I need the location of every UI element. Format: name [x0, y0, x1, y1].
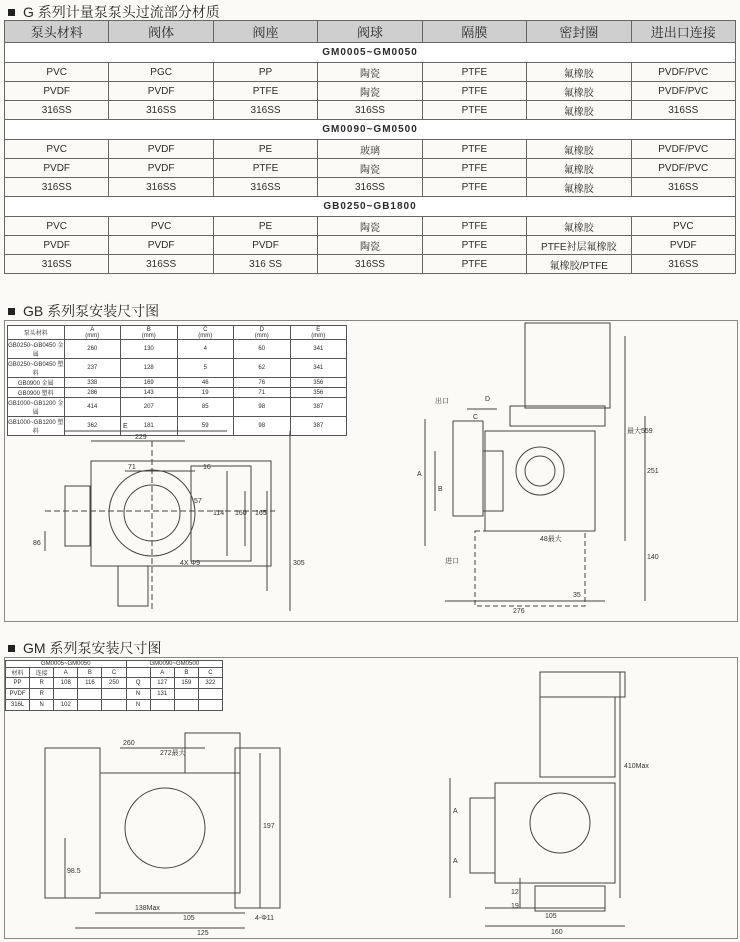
dim-229: 229 — [135, 434, 147, 441]
table-row — [5, 63, 736, 82]
table-row — [5, 101, 736, 120]
table-cell: 414 — [64, 398, 121, 417]
table-cell: 338 — [64, 378, 121, 388]
gm-col-header: C — [198, 668, 222, 678]
gm-gearbox — [495, 783, 615, 883]
table-cell: PVDF/PVC — [631, 159, 735, 178]
dim-138: 138Max — [135, 905, 160, 912]
table-cell: PVDF — [5, 82, 109, 101]
table-cell: 19 — [177, 388, 234, 398]
table-cell: PP — [213, 63, 317, 82]
dim-165: 165 — [255, 510, 267, 517]
table-cell: PTFE — [422, 178, 526, 197]
table-cell: PVDF — [5, 159, 109, 178]
dim-71: 71 — [128, 464, 136, 471]
table-cell: PTFE — [213, 82, 317, 101]
table-cell: 陶瓷 — [318, 82, 422, 101]
table-cell: PTFE — [422, 82, 526, 101]
materials-col-header: 阀球 — [318, 21, 422, 43]
table-cell: PVDF — [109, 82, 213, 101]
table-cell: PVC — [5, 140, 109, 159]
table-cell: N — [30, 700, 54, 711]
bullet-square-icon — [8, 9, 15, 16]
table-cell: 氟橡胶 — [527, 63, 631, 82]
table-cell: 氟橡胶 — [527, 101, 631, 120]
table-cell: PVDF — [109, 140, 213, 159]
table-row — [5, 236, 736, 255]
gb-gearbox — [485, 431, 595, 531]
gb-foot — [118, 566, 148, 606]
dim-251: 251 — [647, 468, 659, 475]
table-cell: 237 — [64, 359, 121, 378]
table-cell: 362 — [64, 417, 121, 436]
table-cell: 341 — [290, 340, 347, 359]
table-cell: 316SS — [318, 255, 422, 274]
table-cell: 387 — [290, 398, 347, 417]
table-cell: 71 — [234, 388, 291, 398]
table-cell: 159 — [174, 678, 198, 689]
dim-114: 114 — [213, 510, 225, 517]
gb-section-title: GB 系列泵安装尺寸图 — [8, 301, 159, 321]
materials-col-header: 隔膜 — [422, 21, 526, 43]
table-cell: 116 — [78, 678, 102, 689]
table-cell: PVC — [109, 217, 213, 236]
table-cell: PVC — [631, 217, 735, 236]
dim-e: E — [123, 423, 128, 430]
materials-group-title: GM0005~GM0050 — [5, 43, 736, 63]
gb-col-header: A (mm) — [64, 326, 121, 340]
table-cell: PE — [213, 140, 317, 159]
table-cell: 130 — [121, 340, 178, 359]
gm-pump-head — [470, 798, 495, 873]
table-cell: 陶瓷 — [318, 217, 422, 236]
dim-140: 140 — [647, 554, 659, 561]
table-cell: PTFE — [422, 63, 526, 82]
table-cell: PTFE — [422, 255, 526, 274]
table-cell: 氟橡胶 — [527, 159, 631, 178]
table-cell: PTFE — [422, 140, 526, 159]
table-cell: 108 — [54, 678, 78, 689]
dim-410: 410Max — [624, 763, 649, 770]
table-cell: PTFE — [422, 159, 526, 178]
gm-drawing-panel — [4, 657, 738, 939]
table-cell: 316SS — [318, 101, 422, 120]
table-row — [5, 255, 736, 274]
table-cell: PTFE — [213, 159, 317, 178]
table-cell: GB0250~GB0450 金属 — [8, 340, 65, 359]
table-cell: 356 — [290, 378, 347, 388]
dim-holes: 4X Φ9 — [180, 560, 200, 567]
table-cell: PGC — [109, 63, 213, 82]
table-cell: 76 — [234, 378, 291, 388]
table-cell: 316SS — [631, 101, 735, 120]
gm-col-header: 连接 — [30, 668, 54, 678]
dim-a1: A — [453, 808, 458, 815]
label-inlet: 进口 — [445, 558, 459, 565]
gm-col-header: A — [150, 668, 174, 678]
table-cell: 316SS — [5, 101, 109, 120]
dim-160: 160 — [551, 929, 563, 936]
table-cell: 316SS — [631, 178, 735, 197]
dim-12: 12 — [511, 889, 519, 896]
table-cell: 286 — [64, 388, 121, 398]
gb-drawing — [5, 321, 735, 619]
table-cell: 氟橡胶/PTFE — [527, 255, 631, 274]
bullet-square-icon — [8, 308, 15, 315]
table-cell: 260 — [64, 340, 121, 359]
table-cell: Q — [126, 678, 150, 689]
table-cell: 181 — [121, 417, 178, 436]
table-cell: 316 SS — [213, 255, 317, 274]
dim-105b: 105 — [545, 913, 557, 920]
gm-left-flange — [45, 748, 100, 898]
table-cell: PVC — [5, 63, 109, 82]
table-cell: R — [30, 678, 54, 689]
table-cell: 316SS — [213, 178, 317, 197]
table-cell: PVDF — [109, 159, 213, 178]
table-cell: PTFE — [422, 217, 526, 236]
dim-48: 48最大 — [540, 536, 562, 543]
dim-a2: A — [453, 858, 458, 865]
table-cell: PTFE — [422, 101, 526, 120]
table-cell: 46 — [177, 378, 234, 388]
dim-holes-gm: 4-Φ11 — [255, 915, 275, 922]
table-cell: PVC — [5, 217, 109, 236]
table-cell: PE — [213, 217, 317, 236]
table-cell: 98 — [234, 398, 291, 417]
table-cell: N — [126, 700, 150, 711]
table-cell: 316SS — [5, 178, 109, 197]
dim-276: 276 — [513, 608, 525, 615]
gm-col-header: B — [78, 668, 102, 678]
materials-col-header: 进出口连接 — [631, 21, 735, 43]
gm-col-header: A — [54, 668, 78, 678]
table-cell: PVDF — [109, 236, 213, 255]
table-cell: 316L — [6, 700, 30, 711]
table-row — [5, 217, 736, 236]
dim-305: 305 — [293, 560, 305, 567]
table-cell: 陶瓷 — [318, 236, 422, 255]
table-cell: GB0250~GB0450 塑料 — [8, 359, 65, 378]
dim-19: 19 — [511, 903, 519, 910]
gb-col-header: E (mm) — [290, 326, 347, 340]
gb-pump-head — [453, 421, 483, 516]
gm-col-header: 材料 — [6, 668, 30, 678]
table-cell: 62 — [234, 359, 291, 378]
table-cell: PVDF — [631, 236, 735, 255]
table-cell: N — [126, 689, 150, 700]
table-cell: 98 — [234, 417, 291, 436]
gm-motor-top — [540, 672, 625, 697]
table-cell: 陶瓷 — [318, 63, 422, 82]
table-row — [5, 178, 736, 197]
table-cell: 60 — [234, 340, 291, 359]
table-cell: PVDF/PVC — [631, 82, 735, 101]
table-cell: 氟橡胶 — [527, 82, 631, 101]
table-cell: 356 — [290, 388, 347, 398]
table-cell: 322 — [198, 678, 222, 689]
dim-105: 105 — [183, 915, 195, 922]
table-cell: PTFE — [422, 236, 526, 255]
table-cell: GB1000~GB1200 金属 — [8, 398, 65, 417]
dim-125: 125 — [197, 930, 209, 936]
table-cell: PVDF — [5, 236, 109, 255]
table-cell: PP — [6, 678, 30, 689]
dim-57: 57 — [194, 498, 202, 505]
table-cell: 250 — [102, 678, 126, 689]
label-outlet: 出口 — [435, 398, 449, 405]
table-cell: 59 — [177, 417, 234, 436]
table-cell: 316SS — [318, 178, 422, 197]
table-cell: 169 — [121, 378, 178, 388]
dim-86: 86 — [33, 540, 41, 547]
gm-col-header: C — [102, 668, 126, 678]
table-cell: 316SS — [5, 255, 109, 274]
gm-body — [100, 773, 240, 893]
gm-drawing — [5, 658, 735, 936]
gb-left-flange — [65, 486, 90, 546]
table-cell: 5 — [177, 359, 234, 378]
gb-motor — [525, 323, 610, 408]
gm-group-header: GM0005~GM0050 — [6, 661, 127, 668]
table-cell: 316SS — [109, 255, 213, 274]
dim-98: 98.5 — [67, 868, 81, 875]
table-cell: R — [30, 689, 54, 700]
gm-col-header: B — [174, 668, 198, 678]
table-cell: 氟橡胶 — [527, 140, 631, 159]
table-cell: 316SS — [631, 255, 735, 274]
table-cell: 127 — [150, 678, 174, 689]
table-cell: PVDF/PVC — [631, 140, 735, 159]
materials-group-title: GM0090~GM0500 — [5, 120, 736, 140]
table-cell: 玻璃 — [318, 140, 422, 159]
gm-section-title: GM 系列泵安装尺寸图 — [8, 638, 161, 658]
table-cell: 85 — [177, 398, 234, 417]
table-cell: 207 — [121, 398, 178, 417]
dim-c: C — [473, 414, 479, 421]
materials-col-header: 阀体 — [109, 21, 213, 43]
gb-col-header: D (mm) — [234, 326, 291, 340]
table-cell: PVDF — [213, 236, 317, 255]
dim-272: 272最大 — [160, 750, 186, 757]
table-cell: 316SS — [109, 101, 213, 120]
table-cell: 氟橡胶 — [527, 217, 631, 236]
gm-group-header: GM0090~GM0500 — [126, 661, 222, 668]
table-cell: GB0900 塑料 — [8, 388, 65, 398]
dim-260: 260 — [123, 740, 135, 747]
table-row — [5, 159, 736, 178]
dim-197: 197 — [263, 823, 275, 830]
table-cell: 316SS — [213, 101, 317, 120]
materials-col-header: 阀座 — [213, 21, 317, 43]
table-cell: 131 — [150, 689, 174, 700]
table-cell: 316SS — [109, 178, 213, 197]
table-cell: 143 — [121, 388, 178, 398]
bullet-square-icon — [8, 645, 15, 652]
table-cell: 102 — [54, 700, 78, 711]
gb-col-header: 泵头材料 — [8, 326, 65, 340]
materials-col-header: 密封圈 — [527, 21, 631, 43]
table-cell: PVDF/PVC — [631, 63, 735, 82]
table-cell: 4 — [177, 340, 234, 359]
materials-section-title: G 系列计量泵泵头过流部分材质 — [8, 2, 220, 22]
dim-160: 160 — [235, 510, 247, 517]
dim-d: D — [485, 396, 491, 403]
gb-drawing-panel — [4, 320, 738, 622]
materials-col-header: 泵头材料 — [5, 21, 109, 43]
table-cell: 341 — [290, 359, 347, 378]
dim-b: B — [438, 486, 443, 493]
table-row — [5, 140, 736, 159]
table-cell: GB0900 金属 — [8, 378, 65, 388]
materials-table — [4, 20, 736, 274]
table-cell: 氟橡胶 — [527, 178, 631, 197]
table-cell: 128 — [121, 359, 178, 378]
gm-motor — [540, 697, 615, 777]
gb-col-header: B (mm) — [121, 326, 178, 340]
table-row — [5, 82, 736, 101]
gb-col-header: C (mm) — [177, 326, 234, 340]
materials-group-title: GB0250~GB1800 — [5, 197, 736, 217]
table-cell: PTFE衬层氟橡胶 — [527, 236, 631, 255]
dim-35: 35 — [573, 592, 581, 599]
table-cell: 387 — [290, 417, 347, 436]
table-cell: PVDF — [6, 689, 30, 700]
dim-a: A — [417, 471, 422, 478]
dim-16: 16 — [203, 464, 211, 471]
table-cell: 陶瓷 — [318, 159, 422, 178]
table-cell: GB1000~GB1200 塑料 — [8, 417, 65, 436]
dim-559: 最大559 — [627, 428, 653, 435]
